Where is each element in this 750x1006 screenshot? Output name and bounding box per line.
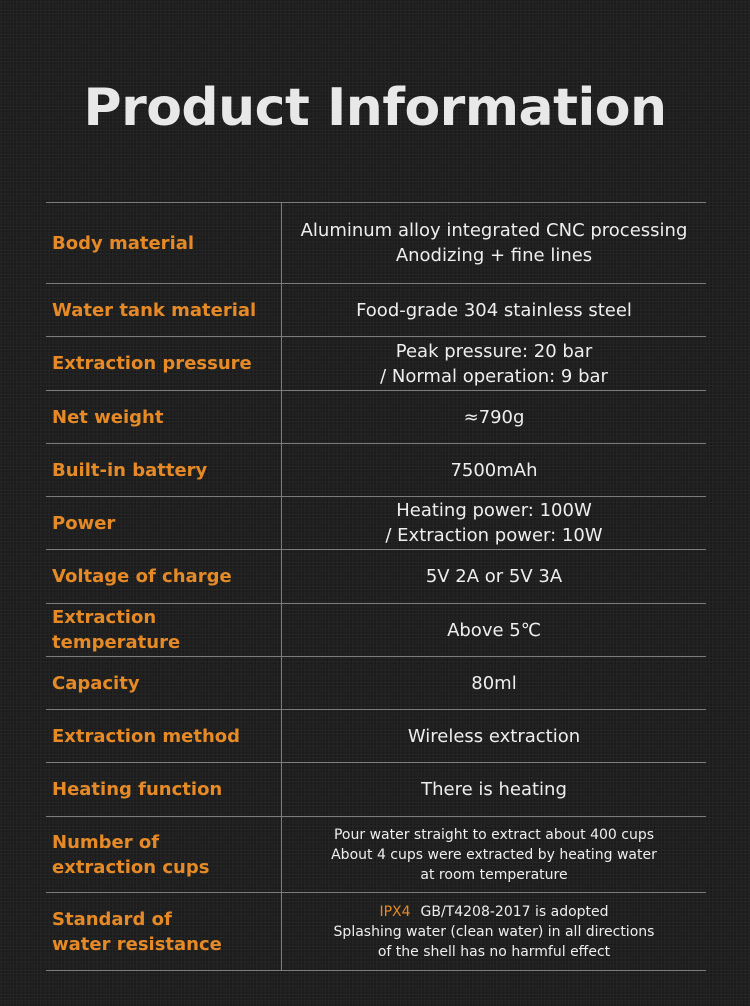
spec-value-line: Aluminum alloy integrated CNC processing — [300, 220, 688, 241]
spec-value — [282, 604, 706, 656]
spec-value-line: / Normal operation: 9 bar — [380, 365, 608, 387]
spec-value-line: / Extraction power: 10W — [385, 525, 603, 546]
spec-value-line: There is heating — [421, 779, 567, 800]
spec-value — [282, 444, 706, 496]
spec-label: Built-in battery — [46, 444, 282, 496]
spec-label: Standard of water resistance — [46, 893, 282, 970]
spec-label: Heating function — [46, 763, 282, 816]
spec-row-heating-function — [46, 763, 706, 817]
ipx-rating-tag: IPX4 — [379, 903, 411, 920]
spec-table — [46, 202, 706, 971]
spec-value-line: 7500mAh — [450, 459, 538, 481]
spec-value-line: of the shell has no harmful effect — [377, 943, 611, 960]
spec-value-line: 5V 2A or 5V 3A — [425, 566, 563, 587]
spec-label: Body material — [46, 203, 282, 283]
spec-value-line: About 4 cups were extracted by heating water — [331, 846, 657, 863]
spec-value — [282, 497, 706, 549]
spec-value-line: Wireless extraction — [407, 725, 581, 747]
spec-label: Capacity — [46, 657, 282, 709]
spec-label: Number of extraction cups — [46, 817, 282, 892]
standard-text: GB/T4208-2017 is adopted — [420, 903, 609, 920]
spec-row-standard-of-water-resistance — [46, 893, 706, 971]
spec-label: Net weight — [46, 391, 282, 443]
spec-value-line — [379, 902, 608, 922]
spec-row-extraction-pressure — [46, 337, 706, 391]
spec-label: Power — [46, 497, 282, 549]
spec-value — [282, 893, 706, 970]
spec-value-line: Heating power: 100W — [396, 500, 592, 521]
spec-value-line: Splashing water (clean water) in all directions — [333, 923, 655, 940]
spec-value-line: Anodizing + fine lines — [395, 245, 593, 266]
spec-value — [282, 657, 706, 709]
spec-value — [282, 391, 706, 443]
spec-value — [282, 284, 706, 336]
spec-label: Extraction pressure — [46, 337, 282, 390]
spec-value — [282, 550, 706, 603]
spec-value — [282, 763, 706, 816]
spec-value-line: ≈790g — [463, 406, 525, 428]
spec-value — [282, 710, 706, 762]
spec-row-net-weight — [46, 391, 706, 444]
spec-value-line: at room temperature — [420, 866, 568, 883]
spec-row-power — [46, 497, 706, 550]
spec-value-line: 80ml — [471, 672, 517, 694]
spec-value — [282, 203, 706, 283]
spec-value-line: Food-grade 304 stainless steel — [356, 299, 632, 321]
spec-value-line: Pour water straight to extract about 400 cups — [333, 826, 655, 843]
page-title: Product Information — [83, 78, 667, 138]
spec-label: Water tank material — [46, 284, 282, 336]
spec-label: Extraction method — [46, 710, 282, 762]
spec-label: Voltage of charge — [46, 550, 282, 603]
spec-value — [282, 817, 706, 892]
spec-row-water-tank-material — [46, 284, 706, 337]
spec-row-extraction-method — [46, 710, 706, 763]
spec-row-number-of-extraction-cups — [46, 817, 706, 893]
spec-value-line: Above 5℃ — [447, 619, 541, 641]
spec-label: Extraction temperature — [46, 604, 282, 656]
spec-row-voltage-of-charge — [46, 550, 706, 604]
spec-row-capacity — [46, 657, 706, 710]
spec-value-line: Peak pressure: 20 bar — [395, 340, 593, 362]
spec-value — [282, 337, 706, 390]
spec-row-extraction-temperature — [46, 604, 706, 657]
spec-row-body-material — [46, 203, 706, 284]
spec-row-built-in-battery — [46, 444, 706, 497]
